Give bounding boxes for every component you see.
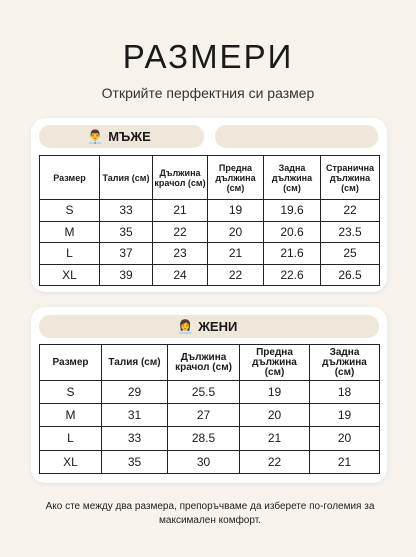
women-header-cell: Размер [40, 345, 102, 381]
table-cell: 20 [240, 404, 310, 427]
men-table-header [40, 156, 380, 200]
table-cell: 33 [100, 200, 153, 222]
table-cell: 28.5 [168, 427, 240, 450]
table-cell: 22 [321, 200, 380, 222]
table-row [40, 264, 380, 286]
table-cell: 30 [168, 450, 240, 473]
table-cell: S [40, 381, 102, 404]
women-header-cell: Предна дължина (см) [240, 345, 310, 381]
page-title: РАЗМЕРИ [122, 38, 294, 75]
table-cell: M [40, 404, 102, 427]
table-cell: 35 [100, 221, 153, 243]
table-row [40, 200, 380, 222]
table-cell: 21 [310, 450, 380, 473]
table-cell: 18 [310, 381, 380, 404]
man-icon: 👨‍💼 [87, 128, 104, 144]
men-header-cell: Предна дължина (см) [208, 156, 264, 200]
table-cell: 22.6 [264, 264, 321, 286]
table-cell: 19 [208, 200, 264, 222]
table-cell: 19 [310, 404, 380, 427]
table-cell: L [40, 243, 100, 265]
men-header-cell: Задна дължина (см) [264, 156, 321, 200]
table-cell: XL [40, 264, 100, 286]
table-row [40, 243, 380, 265]
table-cell: 21 [208, 243, 264, 265]
women-header-cell: Дължина крачол (см) [168, 345, 240, 381]
table-cell: 22 [240, 450, 310, 473]
men-label: МЪЖЕ [108, 129, 151, 144]
table-cell: 20 [310, 427, 380, 450]
woman-icon: 👩‍💼 [177, 318, 194, 334]
size-advice-note: Ако сте между два размера, препоръчваме да изберете по-големия за максимален комфорт. [45, 501, 375, 526]
table-cell: 19 [240, 381, 310, 404]
table-cell: 21 [240, 427, 310, 450]
table-cell: 22 [208, 264, 264, 286]
table-cell: 27 [168, 404, 240, 427]
table-cell: 33 [102, 427, 168, 450]
men-empty-pill [215, 125, 378, 148]
women-header-cell: Талия (см) [102, 345, 168, 381]
table-row [40, 381, 380, 404]
men-header-cell: Странична дължина (см) [321, 156, 380, 200]
table-cell: 23 [153, 243, 208, 265]
women-size-card [31, 307, 387, 483]
table-cell: L [40, 427, 102, 450]
women-header-cell: Задна дължина (см) [310, 345, 380, 381]
table-cell: 29 [102, 381, 168, 404]
table-cell: 21 [153, 200, 208, 222]
table-row [40, 221, 380, 243]
table-cell: 20 [208, 221, 264, 243]
women-size-table [39, 344, 380, 474]
page-subtitle: Открийте перфектния си размер [101, 85, 315, 101]
men-size-card [31, 118, 387, 292]
table-cell: XL [40, 450, 102, 473]
table-cell: 25 [321, 243, 380, 265]
table-cell: 24 [153, 264, 208, 286]
table-cell: 35 [102, 450, 168, 473]
table-row [40, 427, 380, 450]
table-row [40, 404, 380, 427]
men-header-cell: Талия (см) [100, 156, 153, 200]
table-cell: M [40, 221, 100, 243]
table-cell: 21.6 [264, 243, 321, 265]
table-cell: 26.5 [321, 264, 380, 286]
table-cell: S [40, 200, 100, 222]
table-cell: 22 [153, 221, 208, 243]
table-cell: 25.5 [168, 381, 240, 404]
women-label-pill [39, 315, 379, 338]
table-cell: 37 [100, 243, 153, 265]
men-header-cell: Дължина крачол (см) [153, 156, 208, 200]
men-header-cell: Размер [40, 156, 100, 200]
table-cell: 20.6 [264, 221, 321, 243]
table-cell: 23.5 [321, 221, 380, 243]
men-label-pill [39, 125, 204, 148]
men-size-table [39, 155, 380, 286]
table-cell: 19.6 [264, 200, 321, 222]
table-cell: 31 [102, 404, 168, 427]
women-table-header [40, 345, 380, 381]
women-label: ЖЕНИ [198, 319, 238, 334]
table-cell: 39 [100, 264, 153, 286]
table-row [40, 450, 380, 473]
